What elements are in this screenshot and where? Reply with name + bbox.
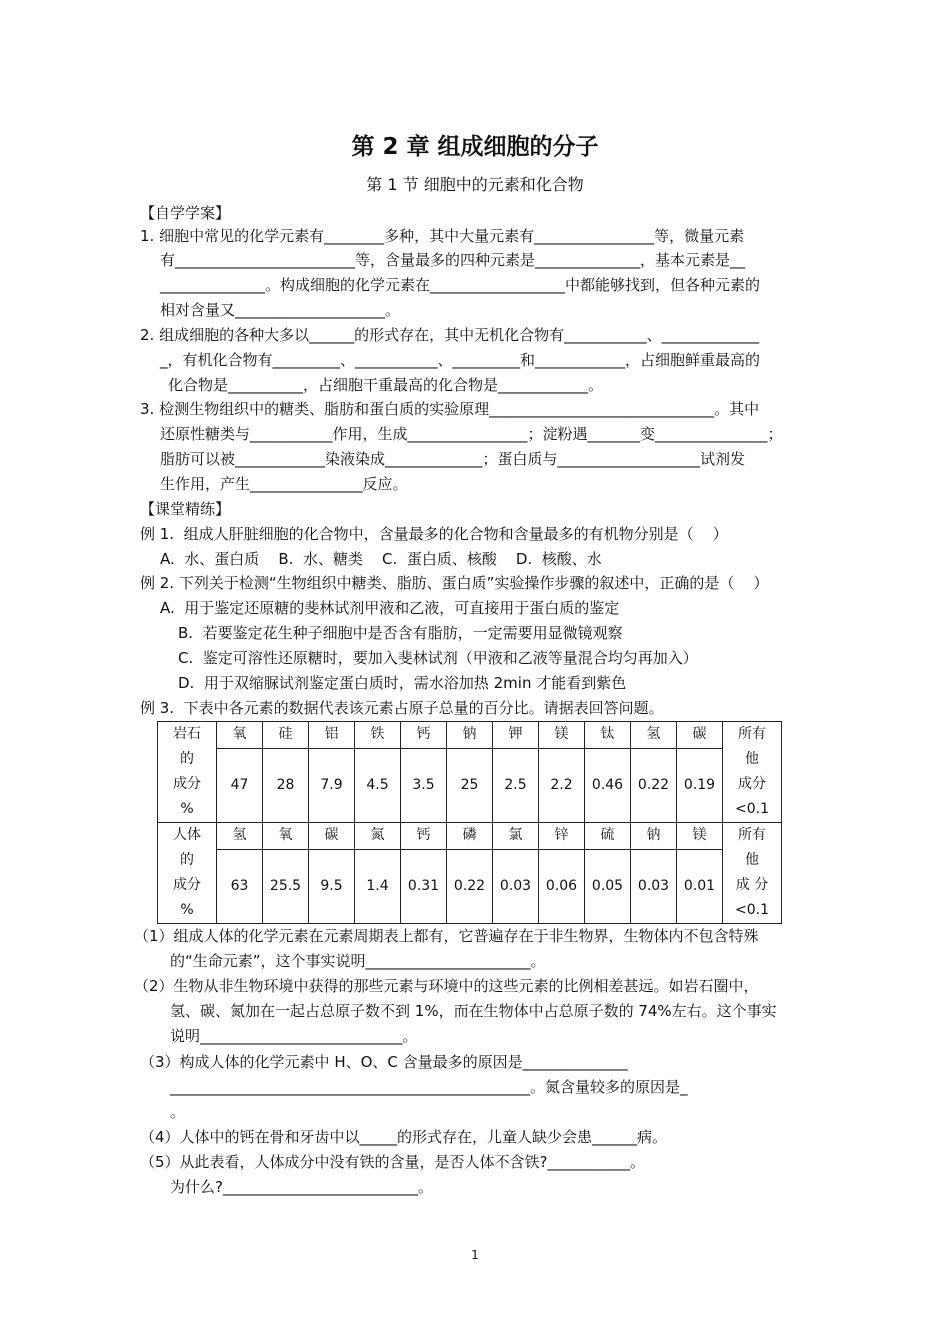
table-cell: 2.2 (539, 748, 585, 822)
table-cell: 0.03 (631, 849, 677, 923)
table-cell: 0.22 (447, 849, 493, 923)
table-cell: 磷 (447, 823, 493, 850)
rock-other: 所有 他 成分 <0.1 (723, 722, 782, 823)
table-cell: 碳 (309, 823, 355, 850)
text-line: （2）生物从非生物环境中获得的那些元素与环境中的这些元素的比例相差甚远。如岩石圈中， (134, 977, 759, 995)
table-cell: 钠 (631, 823, 677, 850)
table-cell: 0.03 (493, 849, 539, 923)
table-cell: 氢 (217, 823, 263, 850)
table-cell: 0.22 (631, 748, 677, 822)
text-line: ________________________________________________。氮含量较多的原因是_ (170, 1078, 688, 1096)
table-cell: 0.05 (585, 849, 631, 923)
table-cell: 28 (263, 748, 309, 822)
text-line: 例 3. 下表中各元素的数据代表该元素占原子总量的百分比。请据表回答问题。 (140, 699, 664, 717)
text-line: 例 2. 下列关于检测“生物组织中糖类、脂肪、蛋白质”实验操作步骤的叙述中，正确的是（ ） (140, 574, 769, 592)
table-cell: 3.5 (401, 748, 447, 822)
text-line: 生作用，产生_______________反应。 (160, 475, 408, 493)
text-line: 例 1. 组成人肝脏细胞的化合物中，含量最多的化合物和含量最多的有机物分别是（ ） (140, 525, 728, 543)
table-cell: 氮 (355, 823, 401, 850)
text-line: 有________________________等，含量最多的四种元素是______________，基本元素是__ (160, 251, 746, 269)
rock-label: 岩石 的 成分 % (158, 722, 217, 823)
table-cell: 0.31 (401, 849, 447, 923)
table-cell: 钠 (447, 722, 493, 749)
text-line: 说明___________________________。 (170, 1027, 418, 1045)
table-cell: 钛 (585, 722, 631, 749)
table-cell: 9.5 (309, 849, 355, 923)
text-line: 脂肪可以被____________染液染成_____________；蛋白质与___________________试剂发 (160, 450, 746, 468)
text-line: D. 用于双缩脲试剂鉴定蛋白质时，需水浴加热 2min 才能看到紫色 (178, 674, 627, 692)
table-cell: 0.01 (677, 849, 723, 923)
text-line: A. 用于鉴定还原糖的斐林试剂甲液和乙液，可直接用于蛋白质的鉴定 (160, 599, 620, 617)
table-cell: 氧 (217, 722, 263, 749)
text-line: C. 鉴定可溶性还原糖时，要加入斐林试剂（甲液和乙液等量混合均匀再加入） (178, 649, 698, 667)
text-line: 化合物是__________，占细胞干重最高的化合物是____________。 (168, 376, 604, 394)
table-cell: 2.5 (493, 748, 539, 822)
table-cell: 0.19 (677, 748, 723, 822)
text-line: 还原性糖类与___________作用，生成________________；淀粉遇_______变_______________； (160, 425, 783, 443)
text-line: B. 若要鉴定花生种子细胞中是否含有脂肪，一定需要用显微镜观察 (178, 624, 623, 642)
text-line: 3. 检测生物组织中的糖类、脂肪和蛋白质的实验原理______________________________。其中 (140, 400, 760, 418)
human-other: 所有 他 成 分 <0.1 (723, 823, 782, 924)
text-line: （3）构成人体的化学元素中 H、O、C 含量最多的原因是______________ (140, 1053, 628, 1071)
table-cell: 铁 (355, 722, 401, 749)
text-line: 。 (170, 1103, 186, 1121)
table-cell: 1.4 (355, 849, 401, 923)
text-line: 2. 组成细胞的各种大多以______的形式存在，其中无机化合物有___________、_____________ (140, 326, 760, 344)
table-cell: 7.9 (309, 748, 355, 822)
table-cell: 硫 (585, 823, 631, 850)
table-cell: 钙 (401, 823, 447, 850)
table-cell: 碳 (677, 722, 723, 749)
table-cell: 4.5 (355, 748, 401, 822)
section-subtitle: 第 1 节 细胞中的元素和化合物 (366, 175, 584, 194)
table-cell: 25.5 (263, 849, 309, 923)
page-number: 1 (471, 1248, 479, 1262)
table-cell: 0.46 (585, 748, 631, 822)
human-label: 人体 的 成分 % (158, 823, 217, 924)
text-line: 为什么?__________________________。 (170, 1178, 433, 1196)
text-line: A. 水、蛋白质 B. 水、糖类 C. 蛋白质、核酸 D. 核酸、水 (160, 550, 602, 568)
table-cell: 硅 (263, 722, 309, 749)
table-cell: 锌 (539, 823, 585, 850)
text-line: 氢、碳、氮加在一起占总原子数不到 1%，而在生物体中占总原子数的 74%左右。这个事实 (170, 1002, 777, 1020)
text-line: 相对含量又____________________。 (160, 301, 401, 319)
table-cell: 钾 (493, 722, 539, 749)
section-heading-self-study: 【自学学案】 (140, 204, 231, 222)
table-cell: 63 (217, 849, 263, 923)
element-percentage-table (157, 721, 782, 924)
text-line: 1. 细胞中常见的化学元素有________多种，其中大量元素有________________等，微量元素 (140, 227, 745, 245)
text-line: ______________。构成细胞的化学元素在__________________中都能够找到，但各种元素的 (160, 276, 761, 294)
text-line: （5）从此表看，人体成分中没有铁的含量，是否人体不含铁?___________。 (140, 1153, 646, 1171)
table-cell: 镁 (539, 722, 585, 749)
chapter-title: 第 2 章 组成细胞的分子 (351, 134, 599, 160)
table-cell: 氧 (263, 823, 309, 850)
text-line: （1）组成人体的化学元素在元素周期表上都有，它普遍存在于非生物界，生物体内不包含特殊 (134, 927, 759, 945)
table-cell: 0.06 (539, 849, 585, 923)
text-line: 的“生命元素”，这个事实说明______________________。 (170, 952, 546, 970)
text-line: _，有机化合物有_________、___________、_________和____________，占细胞鲜重最高的 (160, 351, 761, 369)
section-heading-class-practice: 【课堂精练】 (140, 500, 231, 518)
table-cell: 氯 (493, 823, 539, 850)
table-cell: 氢 (631, 722, 677, 749)
table-cell: 铝 (309, 722, 355, 749)
text-line: （4）人体中的钙在骨和牙齿中以_____的形式存在，儿童人缺少会患______病。 (140, 1128, 668, 1146)
table-cell: 钙 (401, 722, 447, 749)
table-cell: 镁 (677, 823, 723, 850)
table-cell: 25 (447, 748, 493, 822)
table-cell: 47 (217, 748, 263, 822)
